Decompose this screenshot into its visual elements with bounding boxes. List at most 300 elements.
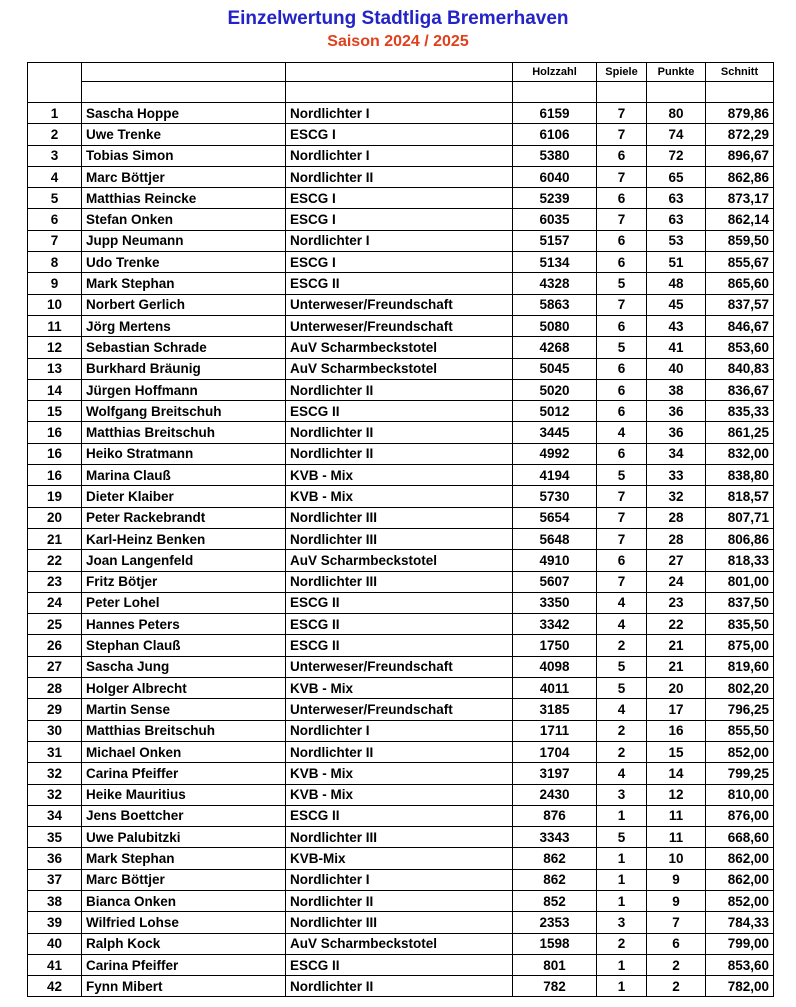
header-team (286, 63, 513, 82)
holzzahl-cell: 3350 (513, 592, 597, 613)
table-row (28, 614, 774, 635)
spiele-cell: 7 (597, 166, 647, 187)
player-name-cell: Mark Stephan (82, 848, 286, 869)
spiele-cell: 7 (597, 528, 647, 549)
spiele-cell: 7 (597, 571, 647, 592)
punkte-cell: 40 (647, 358, 706, 379)
team-cell: AuV Scharmbeckstotel (286, 358, 513, 379)
team-cell: ESCG II (286, 614, 513, 635)
player-name-cell: Udo Trenke (82, 252, 286, 273)
team-cell: ESCG I (286, 209, 513, 230)
rank-cell: 10 (28, 294, 82, 315)
table-row (28, 890, 774, 911)
schnitt-cell: 896,67 (706, 145, 774, 166)
spiele-cell: 6 (597, 188, 647, 209)
holzzahl-cell: 876 (513, 805, 597, 826)
spiele-cell: 1 (597, 976, 647, 997)
holzzahl-cell: 4011 (513, 678, 597, 699)
schnitt-cell: 818,57 (706, 486, 774, 507)
spiele-cell: 6 (597, 252, 647, 273)
player-name-cell: Marina Clauß (82, 465, 286, 486)
rank-cell: 16 (28, 443, 82, 464)
header-spiele: Spiele (597, 63, 647, 82)
table-row (28, 358, 774, 379)
spiele-cell: 4 (597, 763, 647, 784)
punkte-cell: 34 (647, 443, 706, 464)
holzzahl-cell: 3343 (513, 827, 597, 848)
schnitt-cell: 796,25 (706, 699, 774, 720)
team-cell: Nordlichter III (286, 528, 513, 549)
header-name (82, 63, 286, 82)
punkte-cell: 14 (647, 763, 706, 784)
holzzahl-cell: 5134 (513, 252, 597, 273)
table-row (28, 805, 774, 826)
team-cell: Nordlichter I (286, 230, 513, 251)
rank-cell: 21 (28, 528, 82, 549)
table-row (28, 188, 774, 209)
spacer-cell (513, 82, 597, 103)
spacer-cell (82, 82, 286, 103)
holzzahl-cell: 852 (513, 890, 597, 911)
table-row (28, 550, 774, 571)
player-name-cell: Fritz Bötjer (82, 571, 286, 592)
player-name-cell: Carina Pfeiffer (82, 763, 286, 784)
holzzahl-cell: 862 (513, 848, 597, 869)
player-name-cell: Jürgen Hoffmann (82, 379, 286, 400)
holzzahl-cell: 4268 (513, 337, 597, 358)
spiele-cell: 3 (597, 912, 647, 933)
holzzahl-cell: 5607 (513, 571, 597, 592)
punkte-cell: 48 (647, 273, 706, 294)
punkte-cell: 41 (647, 337, 706, 358)
table-row (28, 635, 774, 656)
schnitt-cell: 876,00 (706, 805, 774, 826)
spiele-cell: 2 (597, 720, 647, 741)
schnitt-cell: 838,80 (706, 465, 774, 486)
rank-cell: 28 (28, 678, 82, 699)
team-cell: ESCG II (286, 592, 513, 613)
table-row (28, 784, 774, 805)
player-name-cell: Norbert Gerlich (82, 294, 286, 315)
player-name-cell: Uwe Trenke (82, 124, 286, 145)
table-row (28, 720, 774, 741)
schnitt-cell: 806,86 (706, 528, 774, 549)
table-row (28, 592, 774, 613)
holzzahl-cell: 5239 (513, 188, 597, 209)
table-row (28, 401, 774, 422)
spiele-cell: 2 (597, 933, 647, 954)
player-name-cell: Burkhard Bräunig (82, 358, 286, 379)
team-cell: Nordlichter II (286, 741, 513, 762)
holzzahl-cell: 5020 (513, 379, 597, 400)
schnitt-cell: 875,00 (706, 635, 774, 656)
punkte-cell: 74 (647, 124, 706, 145)
player-name-cell: Peter Lohel (82, 592, 286, 613)
schnitt-cell: 852,00 (706, 890, 774, 911)
rank-cell: 30 (28, 720, 82, 741)
punkte-cell: 15 (647, 741, 706, 762)
player-name-cell: Uwe Palubitzki (82, 827, 286, 848)
team-cell: AuV Scharmbeckstotel (286, 337, 513, 358)
spiele-cell: 2 (597, 741, 647, 762)
holzzahl-cell: 4910 (513, 550, 597, 571)
spiele-cell: 1 (597, 869, 647, 890)
player-name-cell: Matthias Reincke (82, 188, 286, 209)
rank-cell: 13 (28, 358, 82, 379)
table-row (28, 571, 774, 592)
spiele-cell: 5 (597, 678, 647, 699)
schnitt-cell: 799,25 (706, 763, 774, 784)
player-name-cell: Martin Sense (82, 699, 286, 720)
player-name-cell: Jens Boettcher (82, 805, 286, 826)
holzzahl-cell: 862 (513, 869, 597, 890)
holzzahl-cell: 6159 (513, 103, 597, 124)
rank-cell: 40 (28, 933, 82, 954)
holzzahl-cell: 5654 (513, 507, 597, 528)
schnitt-cell: 782,00 (706, 976, 774, 997)
holzzahl-cell: 3185 (513, 699, 597, 720)
holzzahl-cell: 3342 (513, 614, 597, 635)
schnitt-cell: 852,00 (706, 741, 774, 762)
team-cell: Nordlichter III (286, 571, 513, 592)
table-row (28, 699, 774, 720)
schnitt-cell: 807,71 (706, 507, 774, 528)
schnitt-cell: 853,60 (706, 954, 774, 975)
punkte-cell: 16 (647, 720, 706, 741)
player-name-cell: Matthias Breitschuh (82, 422, 286, 443)
holzzahl-cell: 5380 (513, 145, 597, 166)
spiele-cell: 7 (597, 294, 647, 315)
punkte-cell: 9 (647, 869, 706, 890)
holzzahl-cell: 2430 (513, 784, 597, 805)
rank-cell: 36 (28, 848, 82, 869)
spiele-cell: 6 (597, 315, 647, 336)
team-cell: KVB - Mix (286, 784, 513, 805)
spiele-cell: 4 (597, 592, 647, 613)
schnitt-cell: 865,60 (706, 273, 774, 294)
holzzahl-cell: 5045 (513, 358, 597, 379)
rank-cell: 39 (28, 912, 82, 933)
player-name-cell: Marc Böttjer (82, 869, 286, 890)
schnitt-cell: 832,00 (706, 443, 774, 464)
header-holzzahl: Holzzahl (513, 63, 597, 82)
holzzahl-cell: 4098 (513, 656, 597, 677)
holzzahl-cell: 5648 (513, 528, 597, 549)
punkte-cell: 27 (647, 550, 706, 571)
player-name-cell: Holger Albrecht (82, 678, 286, 699)
rank-cell: 41 (28, 954, 82, 975)
schnitt-cell: 855,50 (706, 720, 774, 741)
table-row (28, 337, 774, 358)
table-row (28, 422, 774, 443)
schnitt-cell: 818,33 (706, 550, 774, 571)
punkte-cell: 33 (647, 465, 706, 486)
schnitt-cell: 784,33 (706, 912, 774, 933)
punkte-cell: 32 (647, 486, 706, 507)
rank-cell: 31 (28, 741, 82, 762)
schnitt-cell: 862,14 (706, 209, 774, 230)
player-name-cell: Matthias Breitschuh (82, 720, 286, 741)
punkte-cell: 51 (647, 252, 706, 273)
rank-cell: 27 (28, 656, 82, 677)
punkte-cell: 28 (647, 528, 706, 549)
table-row (28, 379, 774, 400)
spiele-cell: 3 (597, 784, 647, 805)
table-spacer-row (28, 82, 774, 103)
rank-cell: 26 (28, 635, 82, 656)
player-name-cell: Mark Stephan (82, 273, 286, 294)
table-row (28, 933, 774, 954)
schnitt-cell: 855,67 (706, 252, 774, 273)
holzzahl-cell: 3445 (513, 422, 597, 443)
schnitt-cell: 837,57 (706, 294, 774, 315)
holzzahl-cell: 3197 (513, 763, 597, 784)
team-cell: Nordlichter II (286, 422, 513, 443)
player-name-cell: Heike Mauritius (82, 784, 286, 805)
spiele-cell: 7 (597, 124, 647, 145)
schnitt-cell: 861,25 (706, 422, 774, 443)
holzzahl-cell: 6035 (513, 209, 597, 230)
rank-cell: 14 (28, 379, 82, 400)
player-name-cell: Tobias Simon (82, 145, 286, 166)
rank-cell: 3 (28, 145, 82, 166)
player-name-cell: Peter Rackebrandt (82, 507, 286, 528)
header-schnitt: Schnitt (706, 63, 774, 82)
holzzahl-cell: 1711 (513, 720, 597, 741)
player-name-cell: Sascha Hoppe (82, 103, 286, 124)
team-cell: KVB-Mix (286, 848, 513, 869)
table-row (28, 124, 774, 145)
team-cell: KVB - Mix (286, 678, 513, 699)
team-cell: Unterweser/Freundschaft (286, 656, 513, 677)
holzzahl-cell: 4992 (513, 443, 597, 464)
header-punkte: Punkte (647, 63, 706, 82)
rank-cell: 20 (28, 507, 82, 528)
punkte-cell: 45 (647, 294, 706, 315)
team-cell: Nordlichter II (286, 443, 513, 464)
player-name-cell: Hannes Peters (82, 614, 286, 635)
team-cell: Nordlichter III (286, 507, 513, 528)
table-row (28, 465, 774, 486)
rank-cell: 23 (28, 571, 82, 592)
team-cell: ESCG II (286, 954, 513, 975)
team-cell: Unterweser/Freundschaft (286, 315, 513, 336)
punkte-cell: 21 (647, 635, 706, 656)
punkte-cell: 7 (647, 912, 706, 933)
schnitt-cell: 668,60 (706, 827, 774, 848)
player-name-cell: Michael Onken (82, 741, 286, 762)
table-row (28, 848, 774, 869)
table-row (28, 230, 774, 251)
spiele-cell: 5 (597, 465, 647, 486)
spiele-cell: 4 (597, 422, 647, 443)
team-cell: Nordlichter I (286, 145, 513, 166)
holzzahl-cell: 5080 (513, 315, 597, 336)
rank-cell: 16 (28, 465, 82, 486)
rank-cell: 16 (28, 422, 82, 443)
spiele-cell: 6 (597, 550, 647, 571)
team-cell: AuV Scharmbeckstotel (286, 550, 513, 571)
player-name-cell: Jörg Mertens (82, 315, 286, 336)
table-row (28, 315, 774, 336)
punkte-cell: 38 (647, 379, 706, 400)
schnitt-cell: 802,20 (706, 678, 774, 699)
schnitt-cell: 801,00 (706, 571, 774, 592)
header-rank (28, 63, 82, 82)
table-row (28, 486, 774, 507)
spiele-cell: 5 (597, 273, 647, 294)
page-title: Einzelwertung Stadtliga Bremerhaven (227, 8, 569, 29)
table-row (28, 827, 774, 848)
spiele-cell: 5 (597, 337, 647, 358)
holzzahl-cell: 6106 (513, 124, 597, 145)
spiele-cell: 7 (597, 486, 647, 507)
player-name-cell: Ralph Kock (82, 933, 286, 954)
punkte-cell: 23 (647, 592, 706, 613)
punkte-cell: 12 (647, 784, 706, 805)
schnitt-cell: 835,33 (706, 401, 774, 422)
team-cell: KVB - Mix (286, 486, 513, 507)
spiele-cell: 6 (597, 379, 647, 400)
table-row (28, 869, 774, 890)
schnitt-cell: 846,67 (706, 315, 774, 336)
punkte-cell: 11 (647, 805, 706, 826)
rank-cell: 15 (28, 401, 82, 422)
punkte-cell: 2 (647, 976, 706, 997)
table-row (28, 741, 774, 762)
team-cell: ESCG II (286, 401, 513, 422)
table-row (28, 656, 774, 677)
table-row (28, 912, 774, 933)
team-cell: ESCG II (286, 635, 513, 656)
punkte-cell: 10 (647, 848, 706, 869)
spiele-cell: 6 (597, 443, 647, 464)
team-cell: KVB - Mix (286, 465, 513, 486)
rank-cell: 32 (28, 784, 82, 805)
team-cell: AuV Scharmbeckstotel (286, 933, 513, 954)
punkte-cell: 22 (647, 614, 706, 635)
player-name-cell: Sascha Jung (82, 656, 286, 677)
table-row (28, 528, 774, 549)
team-cell: Nordlichter I (286, 720, 513, 741)
holzzahl-cell: 4328 (513, 273, 597, 294)
rank-cell: 34 (28, 805, 82, 826)
spiele-cell: 4 (597, 614, 647, 635)
punkte-cell: 6 (647, 933, 706, 954)
spiele-cell: 1 (597, 805, 647, 826)
spiele-cell: 4 (597, 699, 647, 720)
rank-cell: 19 (28, 486, 82, 507)
rank-cell: 22 (28, 550, 82, 571)
team-cell: Nordlichter II (286, 379, 513, 400)
schnitt-cell: 853,60 (706, 337, 774, 358)
rank-cell: 37 (28, 869, 82, 890)
rank-cell: 5 (28, 188, 82, 209)
punkte-cell: 63 (647, 188, 706, 209)
player-name-cell: Jupp Neumann (82, 230, 286, 251)
rank-cell: 11 (28, 315, 82, 336)
schnitt-cell: 873,17 (706, 188, 774, 209)
spacer-cell (647, 82, 706, 103)
schnitt-cell: 879,86 (706, 103, 774, 124)
punkte-cell: 65 (647, 166, 706, 187)
rank-cell: 32 (28, 763, 82, 784)
spacer-cell (286, 82, 513, 103)
holzzahl-cell: 2353 (513, 912, 597, 933)
table-row (28, 954, 774, 975)
team-cell: ESCG I (286, 252, 513, 273)
table-row (28, 252, 774, 273)
holzzahl-cell: 6040 (513, 166, 597, 187)
rank-cell: 29 (28, 699, 82, 720)
rank-cell: 1 (28, 103, 82, 124)
rank-cell: 24 (28, 592, 82, 613)
punkte-cell: 36 (647, 401, 706, 422)
spiele-cell: 7 (597, 507, 647, 528)
table-row (28, 103, 774, 124)
ranking-rows (28, 103, 774, 997)
table-row (28, 273, 774, 294)
team-cell: ESCG I (286, 124, 513, 145)
team-cell: KVB - Mix (286, 763, 513, 784)
player-name-cell: Joan Langenfeld (82, 550, 286, 571)
team-cell: Nordlichter I (286, 103, 513, 124)
table-row (28, 209, 774, 230)
rank-cell: 4 (28, 166, 82, 187)
spiele-cell: 6 (597, 145, 647, 166)
punkte-cell: 21 (647, 656, 706, 677)
rank-cell: 42 (28, 976, 82, 997)
player-name-cell: Carina Pfeiffer (82, 954, 286, 975)
table-row (28, 166, 774, 187)
schnitt-cell: 862,86 (706, 166, 774, 187)
player-name-cell: Wilfried Lohse (82, 912, 286, 933)
table-row (28, 145, 774, 166)
punkte-cell: 63 (647, 209, 706, 230)
team-cell: Nordlichter II (286, 890, 513, 911)
rank-cell: 12 (28, 337, 82, 358)
punkte-cell: 9 (647, 890, 706, 911)
player-name-cell: Bianca Onken (82, 890, 286, 911)
spacer-cell (597, 82, 647, 103)
schnitt-cell: 872,29 (706, 124, 774, 145)
rank-cell: 6 (28, 209, 82, 230)
spiele-cell: 1 (597, 954, 647, 975)
rank-cell: 35 (28, 827, 82, 848)
table-row (28, 678, 774, 699)
table-header-row (28, 63, 774, 82)
player-name-cell: Heiko Stratmann (82, 443, 286, 464)
punkte-cell: 72 (647, 145, 706, 166)
table-row (28, 976, 774, 997)
holzzahl-cell: 5012 (513, 401, 597, 422)
punkte-cell: 2 (647, 954, 706, 975)
spacer-cell (28, 82, 82, 103)
schnitt-cell: 859,50 (706, 230, 774, 251)
ranking-table (27, 62, 774, 997)
schnitt-cell: 840,83 (706, 358, 774, 379)
punkte-cell: 36 (647, 422, 706, 443)
spiele-cell: 6 (597, 401, 647, 422)
holzzahl-cell: 1598 (513, 933, 597, 954)
table-row (28, 763, 774, 784)
table-row (28, 294, 774, 315)
schnitt-cell: 810,00 (706, 784, 774, 805)
season-subtitle: Saison 2024 / 2025 (327, 33, 469, 50)
player-name-cell: Stefan Onken (82, 209, 286, 230)
team-cell: ESCG II (286, 273, 513, 294)
rank-cell: 8 (28, 252, 82, 273)
